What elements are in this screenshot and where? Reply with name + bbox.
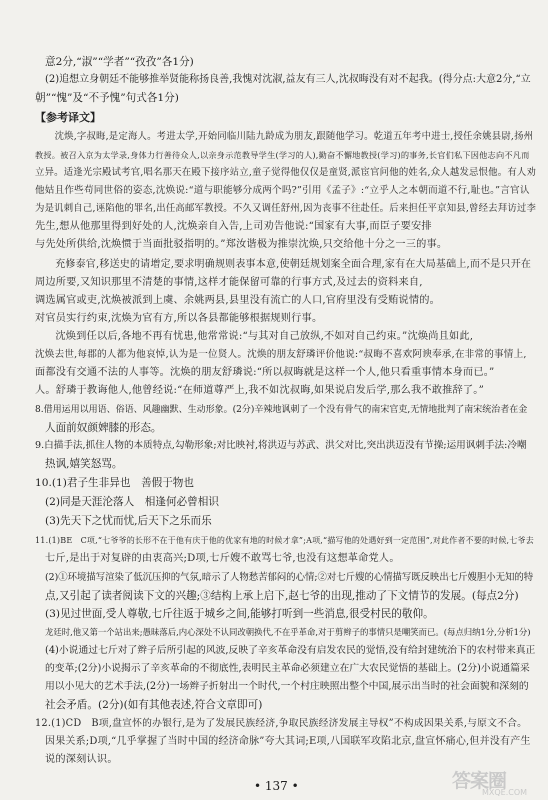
text-line: 12.(1)CD B项,盘宣怀的办银行,是为了发展民族经济,争取民族经济发展主导权”不构成因果关系,与原文不合。 bbox=[35, 718, 528, 729]
text-line: 为是讥刺自己,诬陷他的罪名,出任高邮军教授。不久又调任舒州,因为丧事不往赴任。后来担任平京知县,曾经去拜访过李 bbox=[35, 203, 537, 214]
text-line: (4)小说通过七斤对了辫子后所引起的风波,反映了辛亥革命没有启发农民的觉悟,没有给封建统治下的农村带来真正 bbox=[45, 645, 536, 656]
text-line: 意2分,“淑”“学者”“孜孜”各1分) bbox=[45, 56, 194, 68]
text-line: 沈焕,字叔晦,是定海人。考进太学,开始同临川陆九龄成为朋友,跟随他学习。乾道五年考中进士,授任余姚县尉,扬州 bbox=[45, 131, 534, 142]
watermark-logo bbox=[452, 766, 540, 796]
text-line: 点,又引起了读者阅读下文的兴趣;③结构上承上启下,赵七爷的出现,推动了下文情节的发展。(每点2分) bbox=[45, 590, 519, 602]
text-line: 教授。被召入京为太学录,身体力行善待众人,以亲身示范教导学生(学习的人),勤奋不懈地教授(学习)的事务,长官们私下因他志向不凡而 bbox=[35, 150, 530, 160]
text-line: 沈焕到任以后,各地不再有忧患,他常常说:“与其对自己放纵,不如对自己约束。”沈焕尚且如此, bbox=[45, 331, 474, 342]
text-line: 与先处所供给,沈焕惯于当面批驳指明的。”郑汝谐极为推崇沈焕,只交给他十分之一三的事。 bbox=[35, 239, 448, 250]
text-line: (2)①环境描写渲染了低沉压抑的气氛,暗示了人物愁苦郁闷的心情;②对七斤嫂的心情描写既反映出七斤嫂胆小无知的特 bbox=[45, 572, 534, 583]
text-line: 因果关系;D项,“几乎掌握了当时中国的经济命脉”夸大其词;E项,八国联军攻陷北京,盘宣怀痛心,但并没有产生 bbox=[45, 736, 531, 747]
text-line: 8.借用运用以用语、俗语、风趣幽默、生动形象。(2分)辛辣地讽刺了一个没有骨气的南宋官吏,无情地批判了南宋统治者在金 bbox=[35, 405, 528, 415]
text-line: 说的深刻认识。 bbox=[45, 754, 118, 765]
text-line: 龙廷时,他又第一个站出来;愚昧落后,内心深处不认同改朝换代,不在乎革命,对于剪辫子的事情只是嘲笑而已。(每点归纳1分,分析1分) bbox=[45, 627, 531, 637]
text-line: 沈焕去世,每郡的人都为他哀悼,认为是一位贤人。沈焕的朋友舒璘评价他说:“叔晦不喜欢阿谀奉承,在非常的事情上, bbox=[35, 349, 527, 360]
text-line: 先生,想从他那里得到好处的人,沈焕亲自入告,上司劝告他说:“国家有大事,而臣子要安排 bbox=[35, 221, 432, 232]
text-line: 七斤,是出于对复辟的由衷高兴;D项,七斤嫂不敢骂七爷,也没有这想革命党人。 bbox=[45, 553, 400, 564]
text-line: (3)先天下之忧而忧,后天下之乐而乐 bbox=[45, 515, 212, 527]
text-line: 立异。适逢光宗殿试考官,唱名那天在殿下接序站立,童子觉得他仅仅是童贤,派宦官问他的姓名,众人越发忌恨他。有人劝 bbox=[35, 167, 537, 178]
page-number: • 137 • bbox=[254, 779, 299, 793]
text-line: 他姑且作些苟同世俗的姿态,沈焕说:“道与职能够分成两个吗?”引用《孟子》:“立乎人之本朝而道不行,耻也。”言官认 bbox=[35, 185, 530, 196]
text-line: 热讽,嬉笑怒骂。 bbox=[45, 458, 123, 470]
text-line: 充修泰官,移送史的请增定,要求明确规则表事本意,使朝廷规划案全面合理,家有在大局基础上,而不是只开在 bbox=[45, 259, 532, 270]
text-line: 社会矛盾。(2分)(如有其他表述,符合文章即可) bbox=[45, 699, 263, 711]
text-line: 的变革;(2分)小说揭示了辛亥革命的不彻底性,表明民主革命必须建立在广大农民觉悟的基础上。(2分)小说通篇采 bbox=[45, 663, 530, 674]
text-line: 对官员实行约束,沈焕为官有方,所以各县都能够根据规则行事。 bbox=[35, 313, 323, 324]
text-line: 人面前奴颜婢膝的形态。 bbox=[45, 422, 162, 434]
text-line: 周边所要,又知识那里不清楚的事情,这样才能保留可靠的行事方式,及过去的资料来自, bbox=[35, 277, 423, 288]
section-heading: 【参考译文】 bbox=[35, 111, 101, 124]
text-line: 朝”“愧”及“不予愧”句式各1分) bbox=[35, 92, 179, 104]
text-line: 面都没有交通不法的人事等。沈焕的朋友舒璘说:“所以叔晦就是这样一个人,他只看重事情本身而已。” bbox=[35, 367, 495, 378]
text-line: 人。舒璘于教诲他人,他曾经说:“在师道尊严上,我不如沈叔晦,如果说启发后学,那么我不敢推辞了。” bbox=[35, 385, 484, 396]
text-line: (2)同是天涯沦落人 相逢何必曾相识 bbox=[45, 496, 219, 508]
text-line: 9.白描手法,抓住人物的本质特点,勾勒形象;对比映衬,将洪迈与苏武、洪父对比,突出洪迈没有节操;运用讽刺手法:冷嘲 bbox=[35, 440, 527, 451]
watermark-url: MXQE.COM bbox=[482, 788, 528, 797]
text-line: (2)追想立身朝廷不能够推举贤能称扬良善,我愧对沈淑,益友有三人,沈叔晦没有对不起我。(得分点:大意2分,“立 bbox=[45, 74, 531, 85]
text-line: 11.(1)BE C项,“七爷爷的长形不在于他有庆于他的优家有地的时候才拿”;A项,“描写他的处遇好到一定范围”,对此作者不要的时候,七爷去 bbox=[35, 536, 534, 545]
text-line: 10.(1)君子生非异也 善假于物也 bbox=[35, 477, 194, 489]
text-line: 用以小见大的艺术手法,(2分)一场辫子折射出一个时代,一个村庄映照出整个中国,展示出当时的社会面貌和深刻的 bbox=[45, 681, 529, 692]
text-line: 调选属官或吏,沈焕被派到上虞、余姚两县,县里没有流亡的人口,官府里没有受贿说情的。 bbox=[35, 295, 441, 306]
text-line: (3)见过世面,受人尊敬,七斤往返于城乡之间,能够打听到一些消息,很受村民的敬仰。 bbox=[45, 608, 434, 620]
watermark-text: 答案圈 bbox=[452, 770, 507, 792]
